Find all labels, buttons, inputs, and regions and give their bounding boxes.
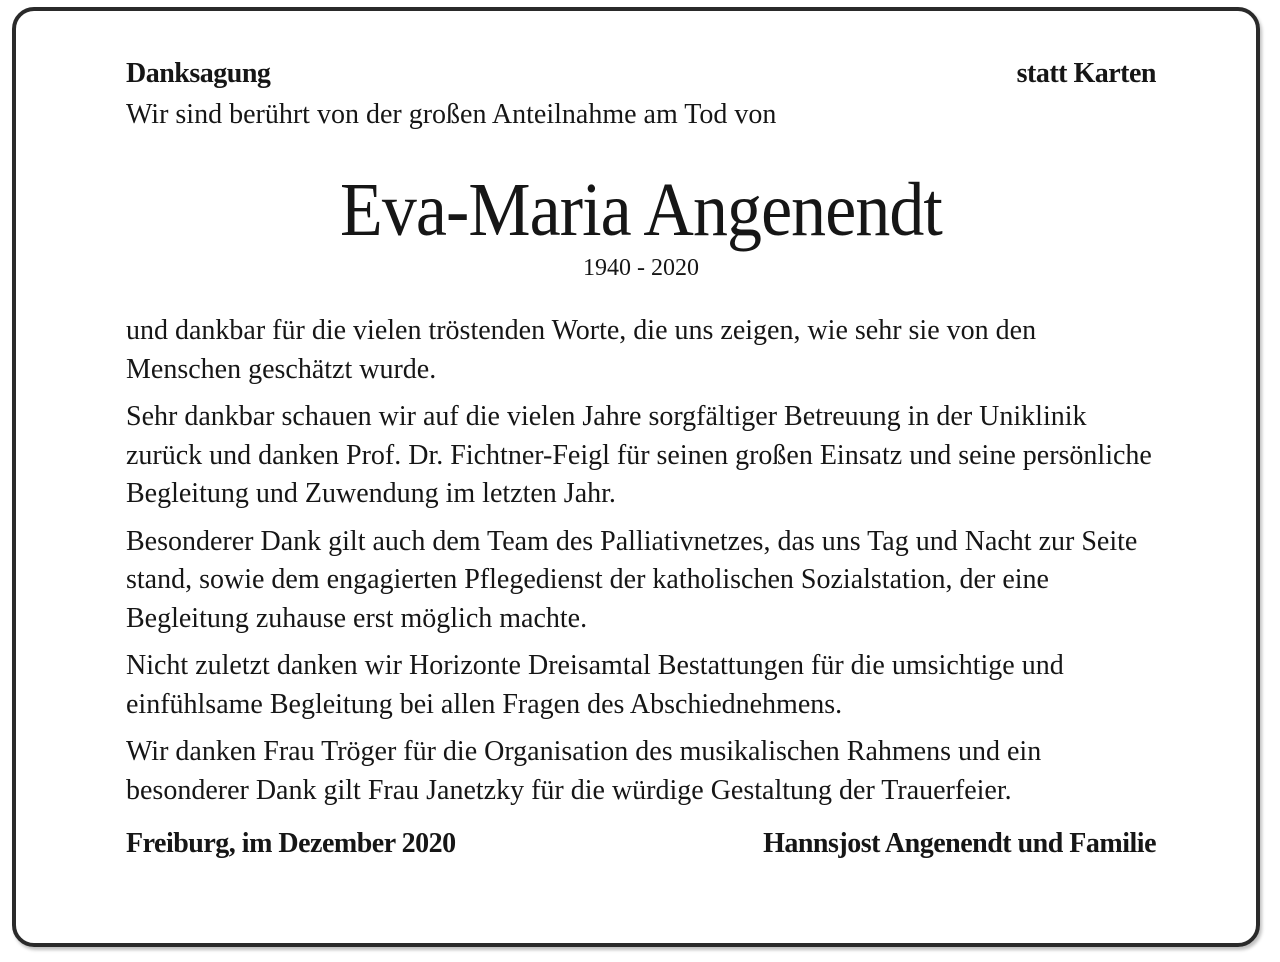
header-row — [126, 58, 1156, 90]
paragraph: Wir danken Frau Tröger für die Organisation des musikalischen Rahmens und ein besonderer Dank gilt Frau Janetzky für die würdige Gestaltung der Trauerfeier. — [126, 736, 1042, 806]
header-note: statt Karten — [1016, 58, 1156, 89]
header-title: Danksagung — [126, 58, 271, 89]
intro-text: Wir sind berührt von der großen Anteilnahme am Tod von — [126, 99, 777, 130]
paragraph: Besonderer Dank gilt auch dem Team des Palliativnetzes, das uns Tag und Nacht zur Seite stand, sowie dem engagierten Pflegedienst der katholischen Sozialstation, der eine Begleitung zuhause erst möglich machte. — [126, 525, 1138, 634]
notice-content — [126, 58, 1156, 860]
life-dates: 1940 - 2020 — [583, 255, 699, 281]
deceased-name: Eva-Maria Angenendt — [340, 168, 942, 252]
body-paragraphs — [126, 312, 1156, 810]
signature: Hannsjost Angenendt und Familie — [763, 828, 1156, 859]
paragraph: Nicht zuletzt danken wir Horizonte Dreisamtal Bestattungen für die umsichtige und einfühlsame Begleitung bei allen Fragen des Abschiednehmens. — [126, 650, 1064, 720]
paragraph: Sehr dankbar schauen wir auf die vielen Jahre sorgfältiger Betreuung in der Uniklinik zurück und danken Prof. Dr. Fichtner-Feigl für seinen großen Einsatz und seine persönliche Begleitung und Zuwendung im letzten Jahr. — [126, 401, 1152, 509]
footer-row — [126, 828, 1156, 860]
paragraph: und dankbar für die vielen tröstenden Worte, die uns zeigen, wie sehr sie von den Menschen geschätzt wurde. — [126, 315, 1037, 385]
place-date: Freiburg, im Dezember 2020 — [126, 828, 456, 859]
